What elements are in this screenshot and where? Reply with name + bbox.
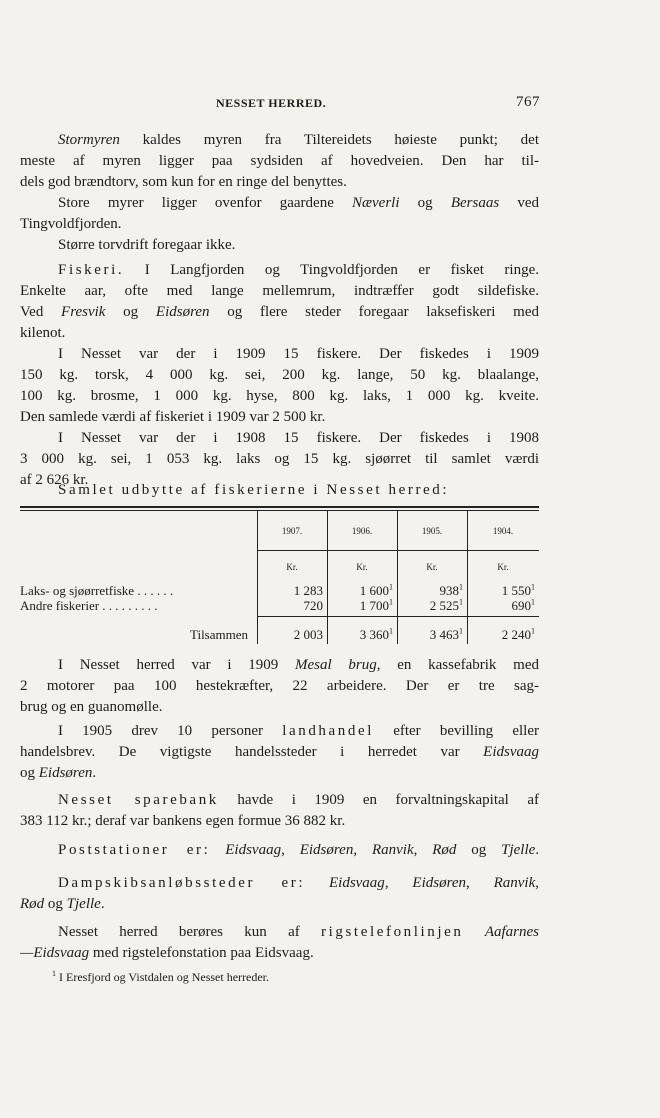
table-rule-sum — [257, 616, 539, 617]
table-cell-total: 2 003 — [293, 627, 323, 642]
text-line: handelsbrev. De vigtigste handelssteder i herredet var Eidsvaag — [20, 744, 539, 760]
unit-label: Kr. — [356, 562, 368, 572]
table-cell: 1 283 — [293, 583, 323, 598]
text-line: Store myrer ligger ovenfor gaardene Næverli og Bersaas ved — [58, 195, 539, 211]
text-line: Stormyren kaldes myren fra Tiltereidets høieste punkt; det — [58, 132, 539, 148]
row-label-laks: Laks- og sjøørretfiske . . . . . . — [20, 583, 174, 598]
page-header-title: NESSET HERRED. — [216, 96, 327, 110]
text-line: I Nesset var der i 1909 15 fiskere. Der fiskedes i 1909 — [58, 346, 539, 362]
text-line: Fiskeri. I Langfjorden og Tingvoldfjorden er fisket ringe. — [58, 262, 539, 278]
paragraph-damp — [20, 873, 539, 915]
text-line: Poststationer er: Eidsvaag, Eidsøren, Ranvik, Rød og Tjelle. — [58, 842, 539, 858]
text-line: dels god brændtorv, som kun for en ringe del benyttes. — [20, 174, 347, 190]
text-line: 3 000 kg. sei, 1 053 kg. laks og 15 kg. sjøørret til samlet værdi — [20, 451, 539, 467]
paragraph-industri — [20, 655, 539, 718]
col-year-1906: 1906. — [351, 526, 373, 536]
table-cell: $690^1$ — [511, 597, 535, 613]
paragraph-myrer — [20, 130, 539, 256]
table-cell: 720 — [303, 598, 323, 613]
text-line: Ved Fresvik og Eidsøren og flere steder foregaar laksefiskeri med — [20, 304, 539, 320]
paragraph-telefon — [20, 922, 539, 964]
text-line: brug og en guanomølle. — [20, 699, 163, 715]
text-line: meste af myren ligger paa sydsiden af hovedveien. Den har til- — [20, 153, 539, 169]
text-line: Større torvdrift foregaar ikke. — [58, 237, 236, 253]
text-line: 2 motorer paa 100 hestekræfter, 22 arbeidere. Der er tre sag- — [20, 678, 539, 694]
text-line: —Eidsvaag med rigstelefonstation paa Eidsvaag. — [20, 945, 314, 961]
text-line: og Eidsøren. — [20, 765, 97, 781]
fishery-table — [20, 506, 539, 646]
text-line: Rød og Tjelle. — [20, 896, 105, 912]
col-year-1907: 1907. — [281, 526, 303, 536]
text-line: Den samlede værdi af fiskeriet i 1909 var 2 500 kr. — [20, 409, 326, 425]
page-number: 767 — [516, 94, 540, 110]
table-cell: 1 $600^1$ — [359, 582, 393, 598]
text-line: Tingvoldfjorden. — [20, 216, 122, 232]
table-cell: $938^1$ — [439, 582, 463, 598]
text-line: kilenot. — [20, 325, 66, 341]
unit-label: Kr. — [426, 562, 438, 572]
text-line: af 2 626 kr. — [20, 472, 89, 488]
paragraph-post — [20, 840, 539, 861]
table-cell-total: 2 $240^1$ — [501, 626, 535, 642]
table-rule-top — [20, 506, 539, 508]
row-label-total: Tilsammen — [189, 627, 248, 642]
table-rule-header — [257, 550, 539, 551]
table-cell-total: 3 $463^1$ — [429, 626, 463, 642]
text-line: 383 112 kr.; deraf var bankens egen formue 36 882 kr. — [20, 813, 346, 829]
text-line: I Nesset herred var i 1909 Mesal brug, en kassefabrik med — [58, 657, 539, 673]
unit-label: Kr. — [286, 562, 298, 572]
col-year-1905: 1905. — [421, 526, 443, 536]
running-header — [20, 94, 540, 112]
table-rule-top-thin — [20, 510, 539, 511]
text-line: Enkelte aar, ofte med lange mellemrum, indtræffer godt sildefiske. — [20, 283, 539, 299]
col-year-1904: 1904. — [492, 526, 514, 536]
row-label-andre: Andre fiskerier . . . . . . . . . — [20, 598, 158, 613]
table-cell: 1 $550^1$ — [501, 582, 535, 598]
footnote — [52, 970, 269, 985]
unit-label: Kr. — [497, 562, 509, 572]
text-line: I 1905 drev 10 personer landhandel efter bevilling eller — [58, 723, 539, 739]
table-cell-total: 3 $360^1$ — [359, 626, 393, 642]
paragraph-sparebank — [20, 790, 539, 832]
text-line: 100 kg. brosme, 1 000 kg. hyse, 800 kg. laks, 1 000 kg. kveite. — [20, 388, 539, 404]
table-cell: 2 $525^1$ — [429, 597, 463, 613]
text-line: 150 kg. torsk, 4 000 kg. sei, 200 kg. lange, 50 kg. blaalange, — [20, 367, 539, 383]
table-cell: 1 $700^1$ — [359, 597, 393, 613]
footnote-text: I Eresfjord og Vistdalen og Nesset herreder. — [59, 970, 269, 984]
text-line: I Nesset var der i 1908 15 fiskere. Der fiskedes i 1908 — [58, 430, 539, 446]
text-line: Nesset sparebank havde i 1909 en forvaltningskapital af — [58, 792, 539, 808]
text-line: Nesset herred berøres kun af rigstelefonlinjen Aafarnes — [58, 924, 539, 940]
spaced-heading: Fiskeri. — [58, 262, 125, 278]
paragraph-handel — [20, 721, 539, 784]
text-line: Dampskibsanløbssteder er: Eidsvaag, Eidsøren, Ranvik, — [58, 875, 539, 891]
paragraph-fiskeri — [20, 260, 539, 491]
footnote-mark: 1 — [52, 969, 56, 978]
table-caption: Samlet udbytte af fiskerierne i Nesset herred: — [58, 482, 450, 498]
